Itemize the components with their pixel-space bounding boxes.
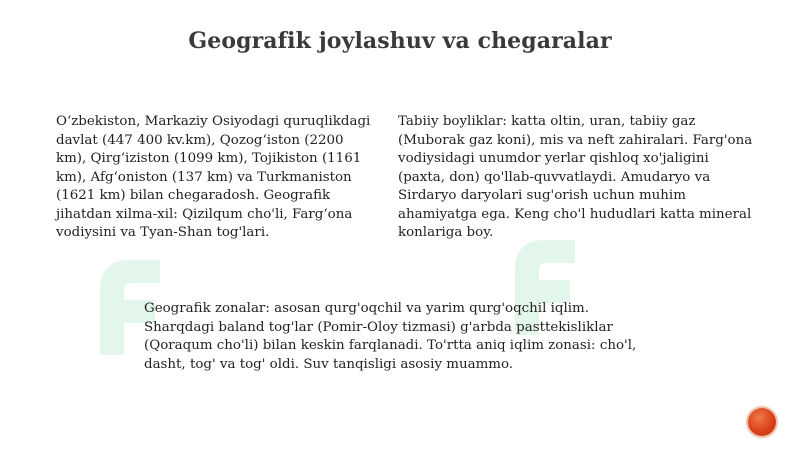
nav-circle-icon[interactable] [748, 408, 776, 436]
right-text-block: Tabiiy boyliklar: katta oltin, uran, tabiiy gaz (Muborak gaz koni), mis va neft zahiralari. Farg'ona vodiysidagi unumdor yerlar qishloq xo'jaligini (paxta, don) qo'llab-quvvatlaydi. Amudaryo va Sirdaryo daryolari sug'orish uchun muhim ahamiyatga ega. Keng cho'l hududlari katta mineral konlariga boy. [398, 114, 753, 240]
left-text-block: O‘zbekiston, Markaziy Osiyodagi quruqlikdagi davlat (447 400 kv.km), Qozog‘iston (2200 km), Qirg‘iziston (1099 km), Tojikiston (1161 km), Afg‘oniston (137 km) va Turkmaniston (1621 km) bilan chegaradosh. Geografik jihatdan xilma-xil: Qizilqum cho'li, Farg‘ona vodiysini va Tyan-Shan tog'lari. [56, 114, 371, 240]
slide-title: Geografik joylashuv va chegaralar [188, 28, 612, 54]
bottom-text-block: Geografik zonalar: asosan qurg'oqchil va yarim qurg'oqchil iqlim. Sharqdagi baland tog'lar (Pomir-Oloy tizmasi) g'arbda pasttekisliklar (Qoraqum cho'li) bilan keskin farqlanadi. To'rtta aniq iqlim zonasi: cho'l, dasht, tog' va tog' oldi. Suv tanqisligi asosiy muammo. [144, 301, 637, 372]
